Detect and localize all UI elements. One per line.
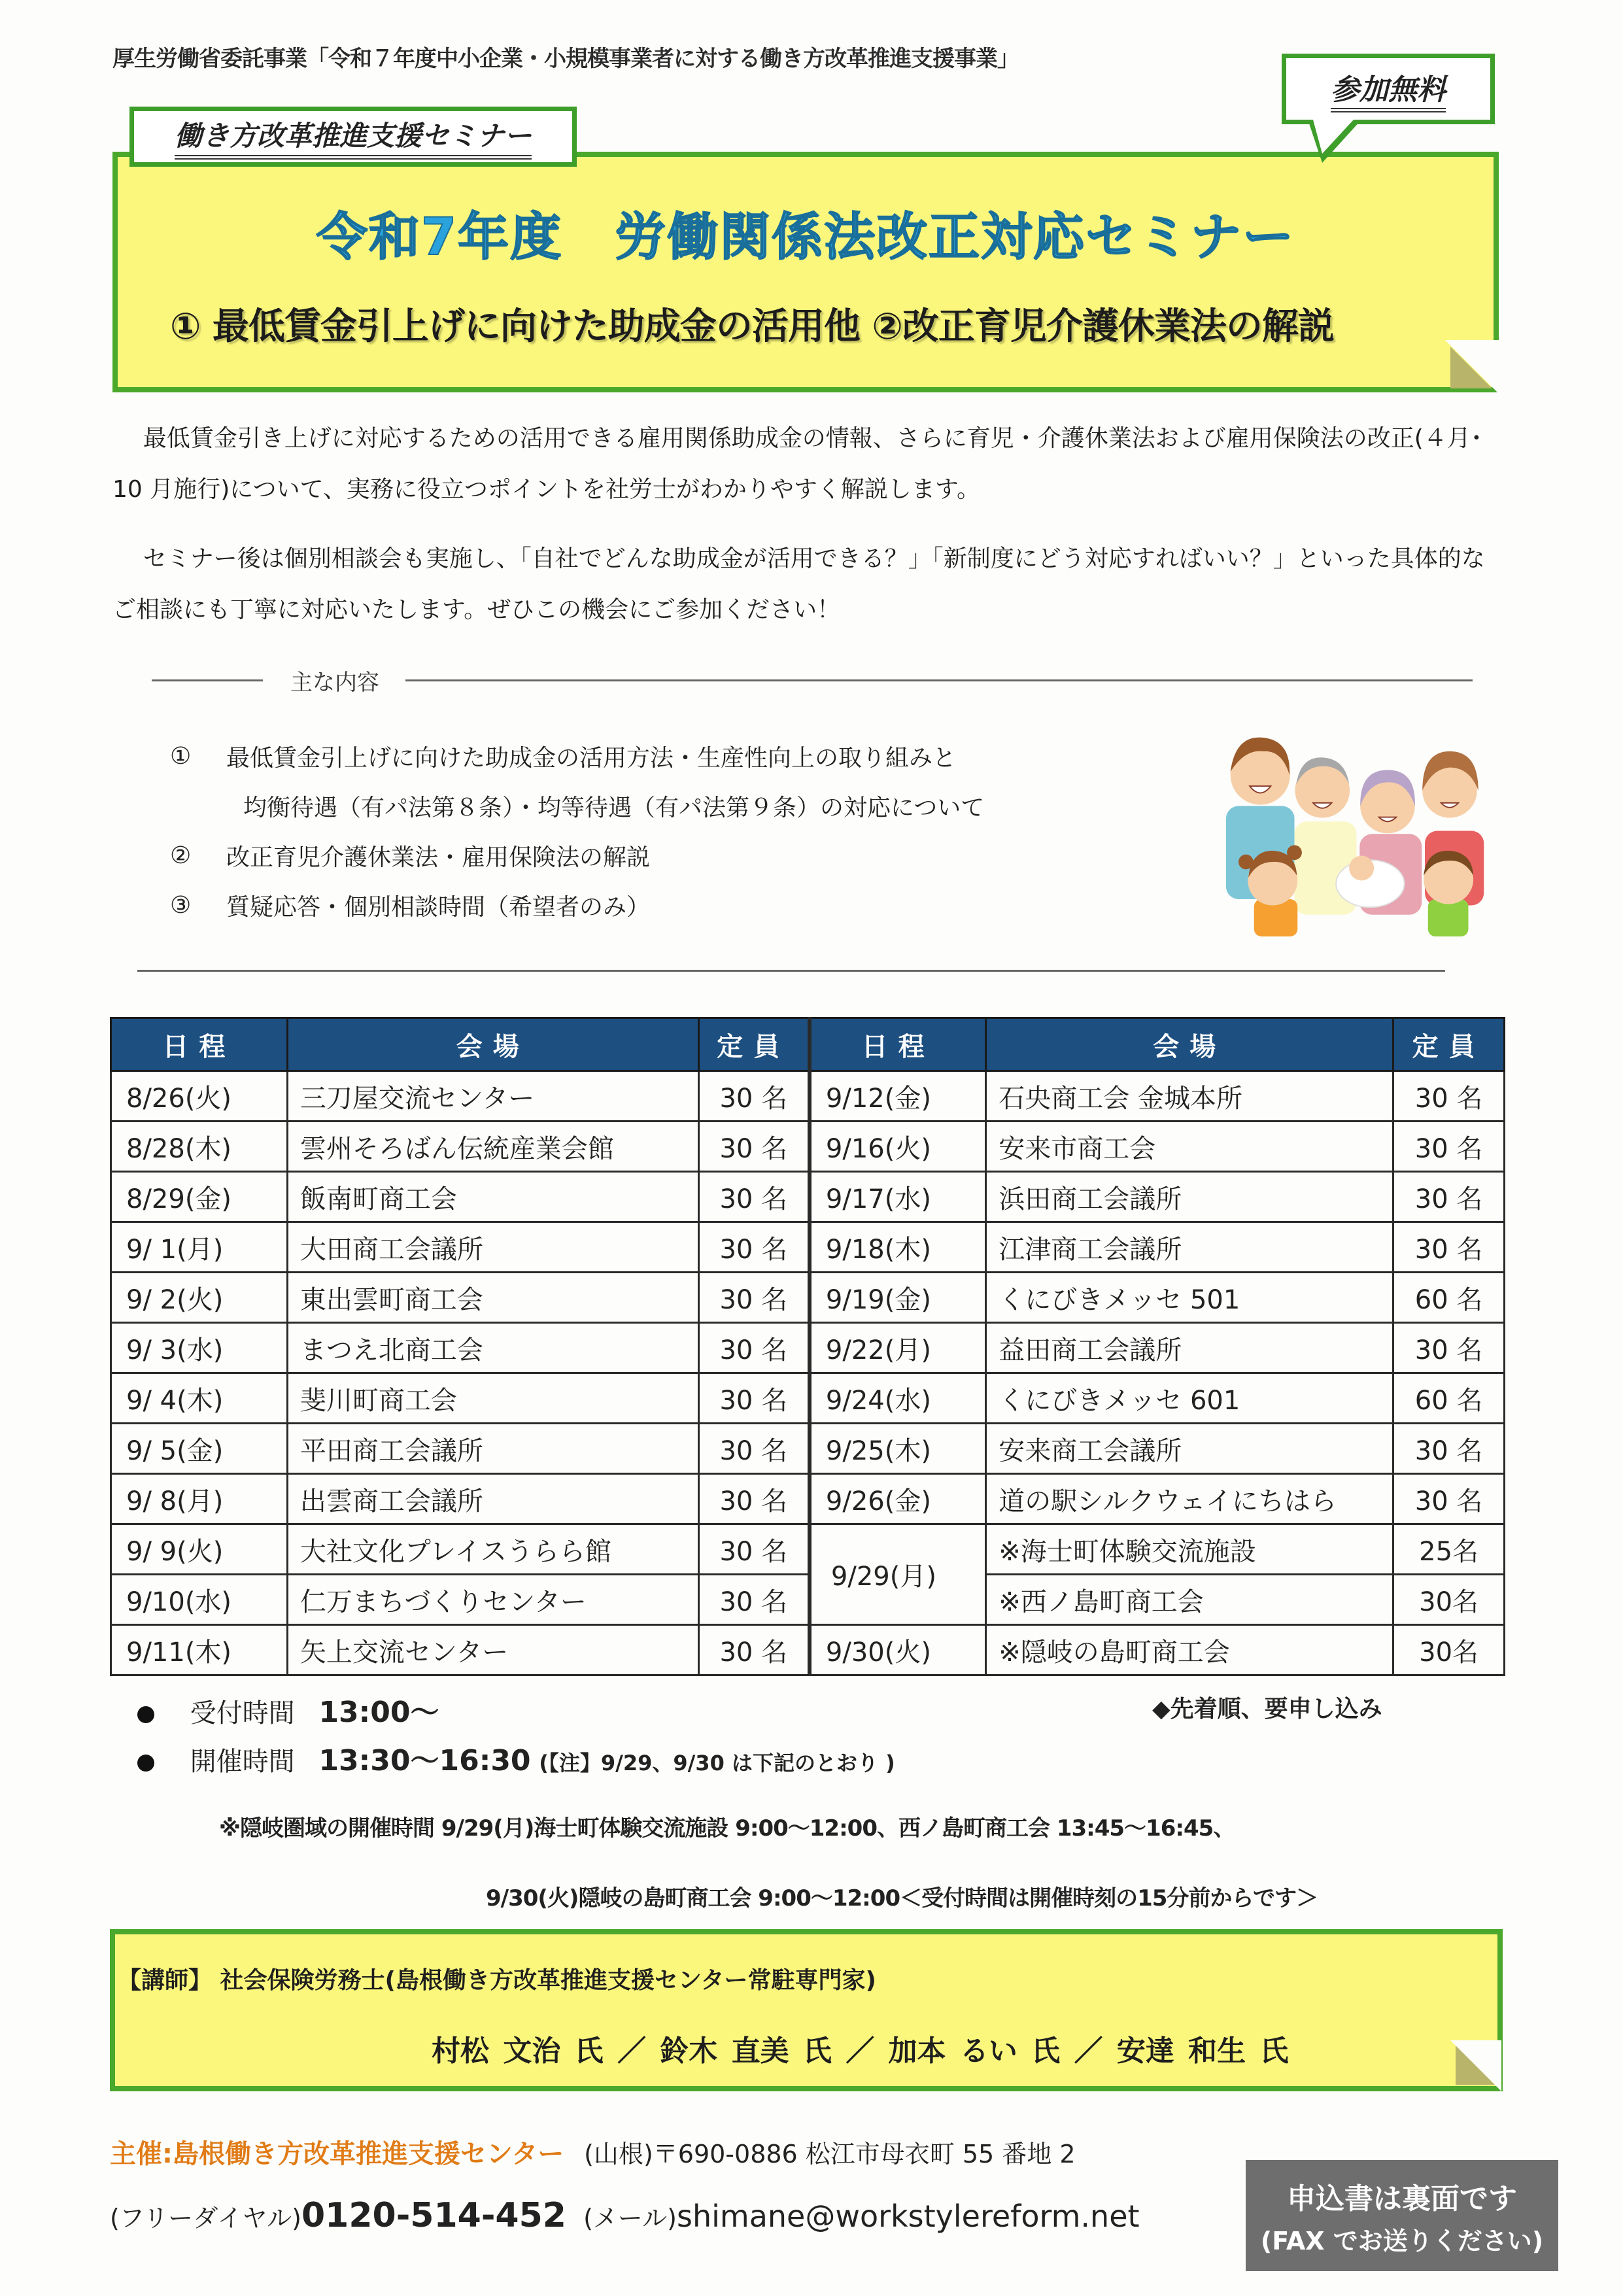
page-title: 令和7年度 労働関係法改正対応セミナー: [316, 208, 1295, 267]
table-row: [111, 1373, 1505, 1424]
table-row: [111, 1273, 1505, 1323]
cell-venue: 出雲商工会議所: [287, 1474, 698, 1524]
bullet-icon: [137, 1755, 154, 1772]
cell-venue: ※西ノ島町商工会: [986, 1575, 1393, 1625]
cell-venue: 平田商工会議所: [287, 1424, 698, 1474]
cell-date: 8/26(火): [111, 1071, 288, 1122]
table-row: [111, 1625, 1505, 1675]
cell-date: 9/11(木): [111, 1625, 288, 1675]
cell-venue: 飯南町商工会: [287, 1172, 698, 1222]
organizer-line: [110, 2133, 1076, 2170]
table-header-row: [111, 1018, 1505, 1071]
cell-date: 9/ 4(木): [111, 1373, 288, 1424]
cell-capacity: 30 名: [1393, 1071, 1505, 1122]
header-capacity: 定員: [1393, 1018, 1505, 1071]
cell-date: 9/12(金): [810, 1071, 986, 1122]
header-date: 日程: [111, 1018, 288, 1071]
bullet-icon: [137, 1706, 154, 1723]
cell-venue: くにびきメッセ 501: [986, 1273, 1393, 1323]
cell-date: 9/19(金): [810, 1273, 986, 1323]
item-text: 質疑応答・個別相談時間（希望者のみ）: [226, 893, 651, 921]
item-number: ①: [170, 742, 192, 770]
table-row: [111, 1323, 1505, 1373]
cell-capacity: 30 名: [698, 1222, 810, 1273]
lecturer-title: 【講師】 社会保険労務士(島根働き方改革推進支援センター常駐専門家): [118, 1967, 876, 1994]
cell-venue: 道の駅シルクウェイにちはら: [986, 1474, 1393, 1524]
contents-heading-label: 主な内容: [290, 669, 379, 696]
cell-date: 9/ 2(火): [111, 1273, 288, 1323]
lecturer-names: 村松 文治 氏 ／ 鈴木 直美 氏 ／ 加本 るい 氏 ／ 安達 和生 氏: [432, 2034, 1289, 2068]
cell-capacity: 30 名: [1393, 1323, 1505, 1373]
table-row: [111, 1222, 1505, 1273]
divider: [405, 679, 1473, 681]
section-divider: [137, 970, 1445, 972]
cell-capacity: 30 名: [698, 1172, 810, 1222]
item-number: ③: [170, 891, 192, 919]
table-row: [111, 1524, 1505, 1575]
cell-capacity: 30 名: [1393, 1172, 1505, 1222]
fax-notice-line-2: (FAX でお送りください): [1260, 2226, 1544, 2255]
cell-date: 8/28(木): [111, 1122, 288, 1172]
session-label: 開催時間: [190, 1747, 295, 1777]
item-number: ②: [170, 842, 192, 869]
cell-venue: ※隠岐の島町商工会: [986, 1625, 1393, 1675]
oki-schedule-note-2: 9/30(火)隠岐の島町商工会 9:00～12:00＜受付時間は開催時刻の15分前からです＞: [486, 1885, 1318, 1911]
cell-capacity: 30 名: [698, 1122, 810, 1172]
cell-capacity: 60 名: [1393, 1273, 1505, 1323]
first-come-note: ◆先着順、要申し込み: [1152, 1696, 1382, 1722]
cell-venue: 矢上交流センター: [287, 1625, 698, 1675]
organizer-address: (山根)〒690-0886 松江市母衣町 55 番地 2: [584, 2140, 1076, 2168]
list-item: [170, 731, 984, 781]
header-date: 日程: [810, 1018, 986, 1071]
cell-venue: くにびきメッセ 601: [986, 1373, 1393, 1424]
cell-venue: 安来商工会議所: [986, 1424, 1393, 1474]
oki-schedule-note-1: ※隠岐圏域の開催時間 9/29(月)海士町体験交流施設 9:00～12:00、西ノ島町商工会 13:45～16:45、: [219, 1815, 1235, 1842]
cell-capacity: 30 名: [1393, 1424, 1505, 1474]
badge-tail-inner: [1313, 120, 1354, 154]
cell-date: 9/ 8(月): [111, 1474, 288, 1524]
cell-date: 9/25(木): [810, 1424, 986, 1474]
cell-date: 9/ 9(火): [111, 1524, 288, 1575]
table-row: [111, 1122, 1505, 1172]
cell-date: 9/18(木): [810, 1222, 986, 1273]
reception-time: 13:00～: [318, 1696, 439, 1729]
header-venue: 会場: [287, 1018, 698, 1071]
cell-date: 9/ 1(月): [111, 1222, 288, 1273]
cell-capacity: 30 名: [698, 1373, 810, 1424]
list-item: [170, 831, 984, 880]
intro-paragraph-1: 最低賃金引き上げに対応するための活用できる雇用関係助成金の情報、さらに育児・介護休業法および雇用保険法の改正(４月･10 月施行)について、実務に役立つポイントを社労士がわかりやすく解説します。: [112, 425, 1482, 503]
cell-date: 9/30(火): [810, 1625, 986, 1675]
lecturer-box-curl-shade: [1456, 2046, 1495, 2085]
cell-capacity: 30 名: [698, 1575, 810, 1625]
cell-date: 9/17(水): [810, 1172, 986, 1222]
table-row: [111, 1575, 1505, 1625]
tel-number[interactable]: 0120-514-452: [301, 2196, 566, 2235]
mail-label: (メール): [583, 2204, 677, 2233]
cell-date: 8/29(金): [111, 1172, 288, 1222]
cell-date: 9/22(月): [810, 1323, 986, 1373]
cell-capacity: 30 名: [698, 1424, 810, 1474]
organizer-name: 主催:島根働き方改革推進支援センター: [110, 2139, 564, 2169]
cell-venue: 大田商工会議所: [287, 1222, 698, 1273]
cell-capacity: 30 名: [698, 1524, 810, 1575]
cell-date: 9/ 3(水): [111, 1323, 288, 1373]
cell-capacity: 30 名: [1393, 1222, 1505, 1273]
cell-capacity: 60 名: [1393, 1373, 1505, 1424]
schedule-table: [110, 1017, 1505, 1676]
series-tab-label: 働き方改革推進支援セミナー: [175, 114, 532, 160]
intro-paragraph-2: セミナー後は個別相談会も実施し、「自社でどんな助成金が活用できる？」「新制度にどう対応すればいい？」といった具体的なご相談にも丁寧に対応いたします。ぜひこの機会にご参加ください！: [112, 545, 1485, 623]
cell-venue: 石央商工会 金城本所: [986, 1071, 1393, 1122]
page-subtitle: ① 最低賃金引上げに向けた助成金の活用他 ②改正育児介護休業法の解説: [170, 305, 1334, 348]
table-row: [111, 1172, 1505, 1222]
cell-venue: 仁万まちづくりセンター: [287, 1575, 698, 1625]
cell-capacity: 30 名: [698, 1071, 810, 1122]
title-banner: [112, 152, 1499, 392]
item-text: 改正育児介護休業法・雇用保険法の解説: [226, 844, 651, 871]
cell-venue: 安来市商工会: [986, 1122, 1393, 1172]
cell-venue: ※海士町体験交流施設: [986, 1524, 1393, 1575]
table-row: [111, 1071, 1505, 1122]
cell-capacity: 30名: [1393, 1575, 1505, 1625]
tel-label: (フリーダイヤル): [110, 2204, 301, 2233]
banner-page-curl-shade: [1450, 347, 1492, 388]
free-badge-label: 参加無料: [1331, 66, 1446, 112]
table-row: [111, 1424, 1505, 1474]
cell-capacity: 30 名: [698, 1273, 810, 1323]
cell-capacity: 30 名: [698, 1474, 810, 1524]
series-tab: [129, 107, 577, 167]
table-row: [111, 1474, 1505, 1524]
cell-date: 9/24(水): [810, 1373, 986, 1424]
cell-venue: まつえ北商工会: [287, 1323, 698, 1373]
cell-capacity: 30 名: [1393, 1122, 1505, 1172]
family-illustration-icon: [1200, 713, 1501, 961]
session-time: 13:30～16:30: [318, 1744, 531, 1777]
cell-venue: 益田商工会議所: [986, 1323, 1393, 1373]
email-link[interactable]: shimane@workstylereform.net: [676, 2199, 1140, 2234]
list-item-continuation: 均衡待遇（有パ法第８条）・均等待遇（有パ法第９条）の対応について: [243, 794, 985, 821]
session-note: (【注】9/29、9/30 は下記のとおり ): [539, 1751, 895, 1775]
list-item: [170, 880, 984, 930]
contents-list: [170, 731, 984, 930]
cell-date: 9/29(月): [810, 1524, 986, 1625]
cell-capacity: 30 名: [1393, 1474, 1505, 1524]
contents-heading: [152, 662, 1473, 698]
reception-time-line: [137, 1688, 439, 1730]
commission-note: 厚生労働省委託事業「令和７年度中小企業・小規模事業者に対する働き方改革推進支援事業」: [112, 46, 1019, 72]
cell-venue: 斐川町商工会: [287, 1373, 698, 1424]
cell-venue: 浜田商工会議所: [986, 1172, 1393, 1222]
cell-date: 9/16(火): [810, 1122, 986, 1172]
cell-venue: 雲州そろばん伝統産業会館: [287, 1122, 698, 1172]
reception-label: 受付時間: [190, 1698, 295, 1728]
fax-notice-line-1: 申込書は裏面です: [1287, 2182, 1517, 2216]
fax-notice: [1246, 2160, 1558, 2271]
header-venue: 会場: [986, 1018, 1393, 1071]
item-text: 最低賃金引上げに向けた助成金の活用方法・生産性向上の取り組みと: [226, 744, 957, 772]
cell-capacity: 30 名: [698, 1625, 810, 1675]
cell-capacity: 30 名: [698, 1323, 810, 1373]
cell-date: 9/10(水): [111, 1575, 288, 1625]
divider: [152, 679, 263, 681]
free-badge: [1282, 54, 1495, 124]
contact-line: [110, 2196, 1140, 2235]
cell-capacity: 25名: [1393, 1524, 1505, 1575]
header-capacity: 定員: [698, 1018, 810, 1071]
cell-venue: 三刀屋交流センター: [287, 1071, 698, 1122]
cell-date: 9/26(金): [810, 1474, 986, 1524]
cell-venue: 東出雲町商工会: [287, 1273, 698, 1323]
cell-venue: 大社文化プレイスうらら館: [287, 1524, 698, 1575]
cell-venue: 江津商工会議所: [986, 1222, 1393, 1273]
cell-date: 9/ 5(金): [111, 1424, 288, 1474]
session-time-line: [137, 1737, 895, 1779]
cell-capacity: 30名: [1393, 1625, 1505, 1675]
